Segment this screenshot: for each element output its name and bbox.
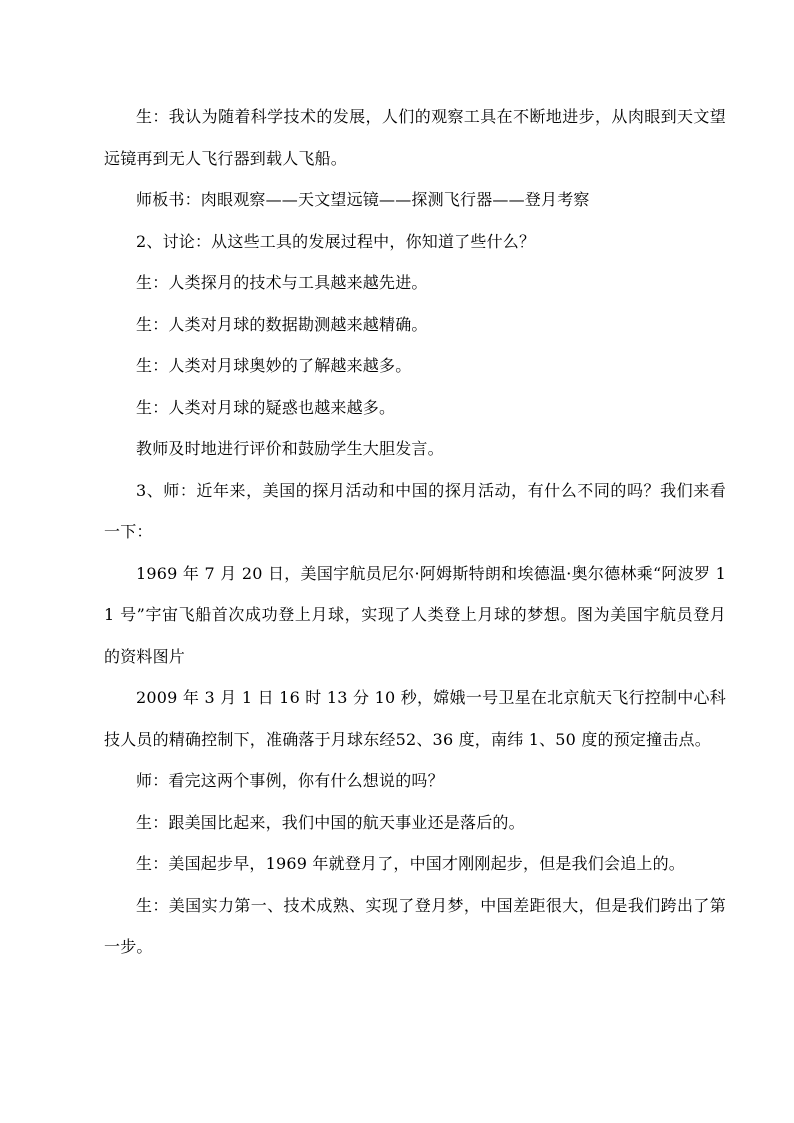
paragraph-student-answer-2: 生：人类对月球的数据勘测越来越精确。 xyxy=(136,314,428,334)
paragraph-student-response-3: 生：美国实力第一、技术成熟、实现了登月梦，中国差距很大，但是我们跨出了第一步。 xyxy=(104,895,726,956)
document-body xyxy=(104,96,726,968)
paragraph-apollo-11-event: 1969 年 7 月 20 日，美国宇航员尼尔·阿姆斯特朗和埃德温·奥尔德林乘“阿波罗 11 号”宇宙飞船首次成功登上月球，实现了人类登上月球的梦想。图为美国宇航员登月的资料图片 xyxy=(104,563,726,666)
paragraph-discussion-2: 2、讨论：从这些工具的发展过程中，你知道了些什么？ xyxy=(136,231,536,251)
paragraph-student-response-2: 生：美国起步早，1969 年就登月了，中国才刚刚起步，但是我们会追上的。 xyxy=(136,854,686,873)
paragraph-change-1-impact: 2009 年 3 月 1 日 16 时 13 分 10 秒，嫦娥一号卫星在北京航天飞行控制中心科技人员的精确控制下，准确落于月球东经52、36 度，南纬 1、50 度的预定撞击点。 xyxy=(104,688,726,749)
paragraph-student-observation-tools: 生：我认为随着科学技术的发展，人们的观察工具在不断地进步，从肉眼到天文望远镜再到无人飞行器到载人飞船。 xyxy=(104,107,726,168)
paragraph-student-answer-3: 生：人类对月球奥妙的了解越来越多。 xyxy=(136,356,412,375)
paragraph-teacher-question-3: 3、师：近年来，美国的探月活动和中国的探月活动，有什么不同的吗？我们来看一下： xyxy=(104,480,726,541)
paragraph-teacher-evaluation: 教师及时地进行评价和鼓励学生大胆发言。 xyxy=(136,439,444,458)
paragraph-student-answer-1: 生：人类探月的技术与工具越来越先进。 xyxy=(136,273,428,292)
paragraph-student-answer-4: 生：人类对月球的疑惑也越来越多。 xyxy=(136,397,396,417)
paragraph-teacher-question: 师：看完这两个事例，你有什么想说的吗？ xyxy=(136,771,444,790)
paragraph-teacher-board-writing: 师板书：肉眼观察——天文望远镜——探测飞行器——登月考察 xyxy=(136,190,590,209)
paragraph-student-response-1: 生：跟美国比起来，我们中国的航天事业还是落后的。 xyxy=(136,812,525,832)
